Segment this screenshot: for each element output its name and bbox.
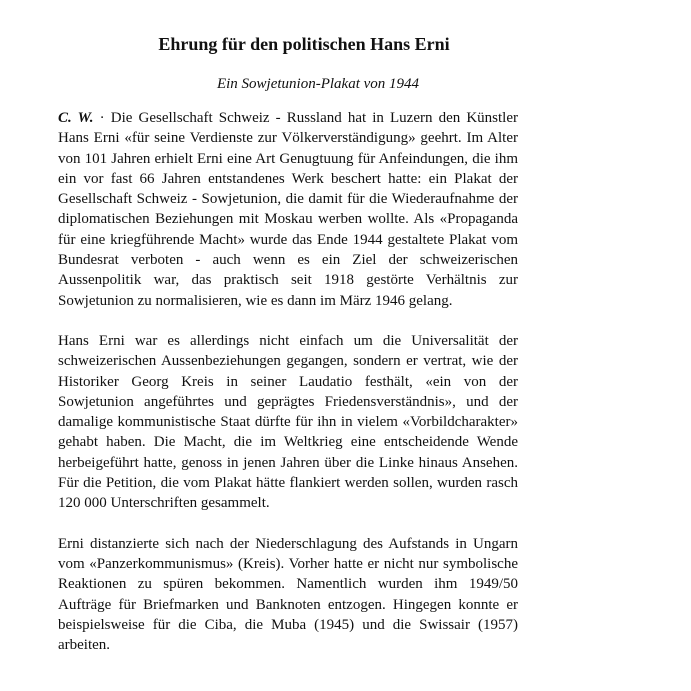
article [58, 32, 518, 655]
paragraph-3: Erni distanzierte sich nach der Niederschlagung des Aufstands in Ungarn vom «Panzerkommunismus» (Kreis). Vorher hatte er nicht nur symbolische Reaktionen zu spüren bekommen. Namentlich wurden ihm 1949/50 Aufträge für Briefmarken und Banknoten entzogen. Hingegen konnte er beispielsweise für die Ciba, die Muba (1945) und die Swissair (1957) arbeiten. [58, 535, 518, 654]
paragraph-1-text: · Die Gesellschaft Schweiz - Russland hat in Luzern den Künstler Hans Erni «für seine Verdienste zur Völkerverständigung» geehrt. Im Alter von 101 Jahren erhielt Erni eine Art Genugtuung für Anfeindungen, die ihm ein vor fast 66 Jahren entstandenes Werk beschert hatte: ein Plakat der Gesellschaft Schweiz - Sowjetunion, die damit für die Wiederaufnahme der diplomatischen Beziehungen mit Moskau werben wollte. Als «Propaganda für eine kriegführende Macht» wurde das Ende 1944 gestaltete Plakat vom Bundesrat verboten - auch wenn es ein Ziel der schweizerischen Aussenpolitik war, das praktisch seit 1918 gestörte Verhältnis zur Sowjetunion zu normalisieren, wie es dann im März 1946 gelang. [58, 110, 518, 309]
article-subtitle: Ein Sowjetunion-Plakat von 1944 [216, 76, 420, 92]
author-initials: C. W. [58, 110, 94, 126]
paragraph-2: Hans Erni war es allerdings nicht einfach um die Universalität der schweizerischen Aussenbeziehungen gegangen, sondern er vertrat, wie der Historiker Georg Kreis in seiner Laudatio festhält, «ein von der Sowjetunion angeführtes und geprägtes Friedensverständnis», und der damalige kommunistische Staat dürfte für ihn in vielem «Vorbildcharakter» gehabt haben. Die Macht, die im Weltkrieg eine entscheidende Wende herbeigeführt hatte, genoss in jenen Jahren über die Linke hinaus Ansehen. Für die Petition, die vom Plakat hätte flankiert werden sollen, wurden rasch 120 000 Unterschriften gesammelt. [58, 332, 518, 512]
paragraph-1 [58, 108, 518, 311]
article-title: Ehrung für den politischen Hans Erni [158, 34, 450, 54]
